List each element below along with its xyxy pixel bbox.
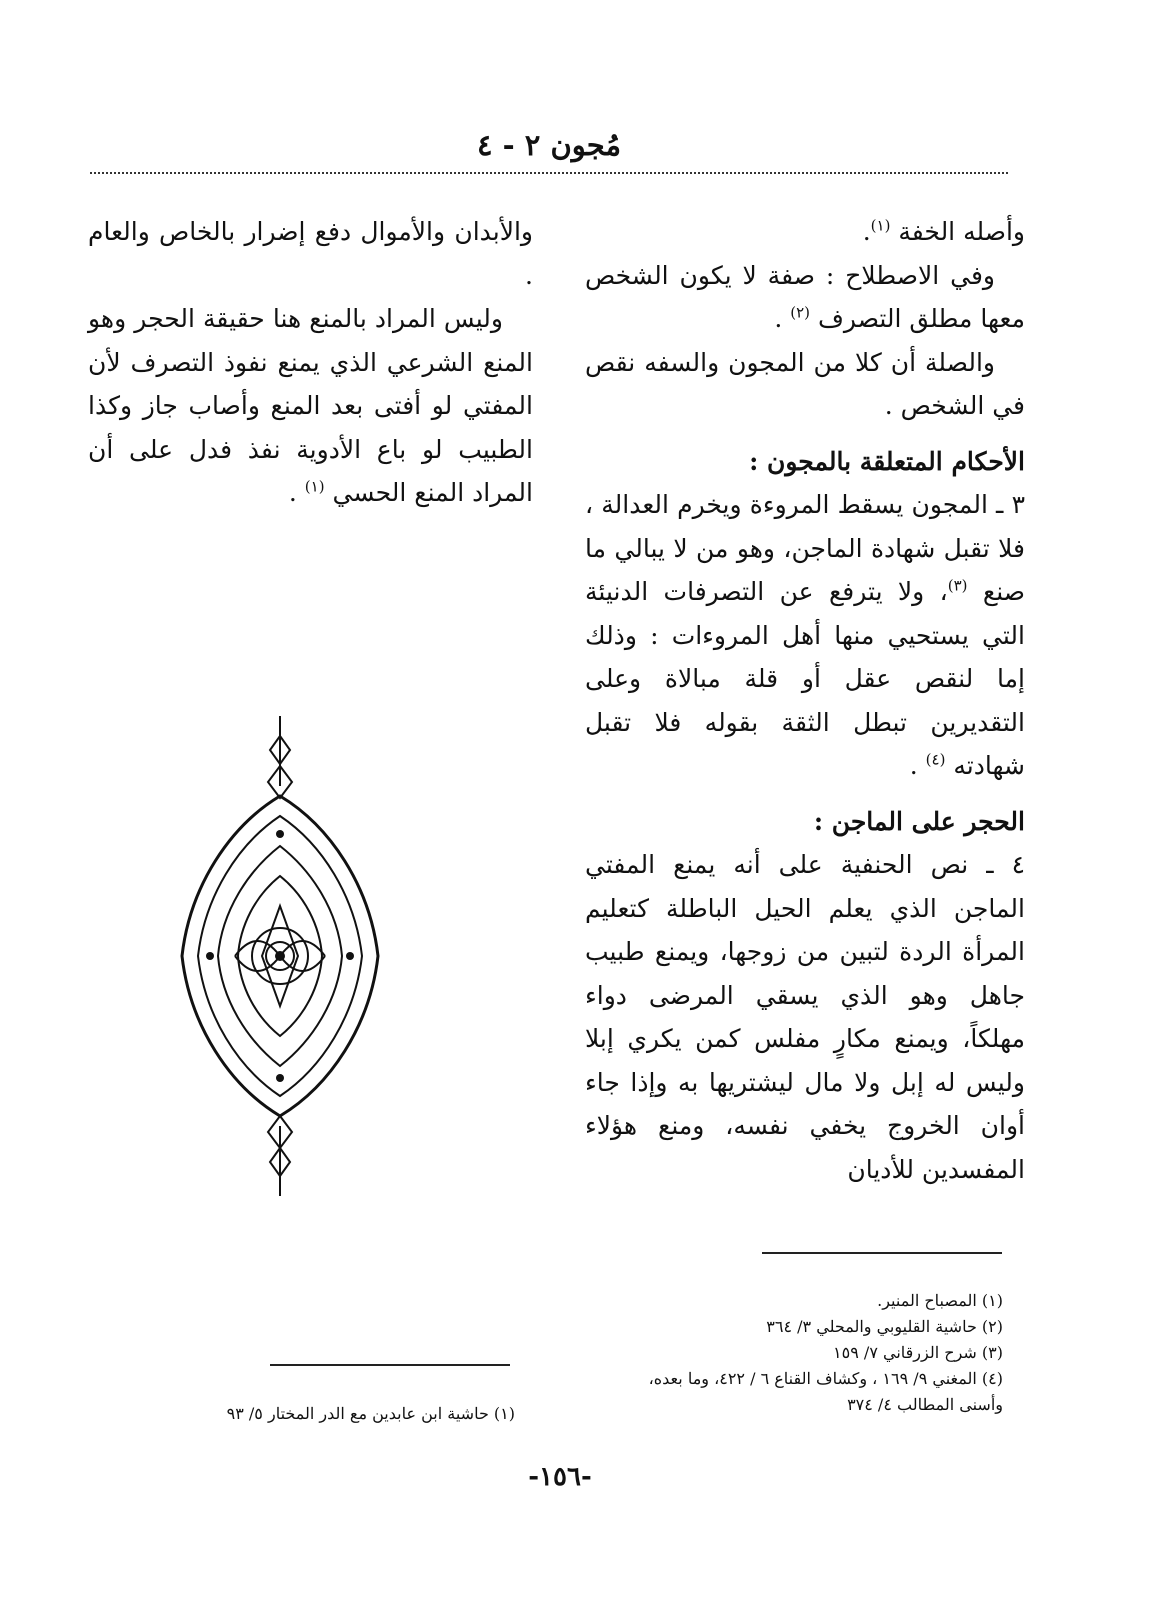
- footnote: (٣) شرح الزرقاني ٧/ ١٥٩: [833, 1343, 1003, 1362]
- footnote: (١) المصباح المنير.: [877, 1291, 1003, 1310]
- footnote-ref[interactable]: (٤): [925, 750, 946, 769]
- paragraph-text: ، ولا يترفع عن التصرفات الدنيئة التي يستحيي منها أهل المروءات : وذلك إما لنقص عقل أو قلة مبالاة وعلى التقديرين تبطل الثقة بقوله فلا تقبل شهادته: [585, 577, 1025, 780]
- footnote: (٢) حاشية القليوبي والمحلي ٣/ ٣٦٤: [766, 1317, 1003, 1336]
- paragraph: والصلة أن كلا من المجون والسفه نقص في الشخص .: [585, 347, 1025, 420]
- footnote-ref[interactable]: (١): [304, 477, 325, 496]
- paragraph: والأبدان والأموال دفع إضرار بالخاص والعام .: [88, 217, 533, 290]
- paragraph-text: وأصله الخفة: [898, 217, 1025, 246]
- footnote-continuation: وأسنى المطالب ٤/ ٣٧٤: [847, 1395, 1003, 1414]
- page-title: مُجون ٢ - ٤: [476, 128, 622, 162]
- arabesque-ornament-icon: [180, 716, 380, 1196]
- paragraph-text: ٣ ـ المجون يسقط المروءة ويخرم العدالة ، فلا تقبل شهادة الماجن، وهو من لا يبالي ما صنع: [585, 490, 1025, 606]
- footnote-ref[interactable]: (٣): [947, 576, 968, 595]
- page-header: [90, 128, 1008, 162]
- right-column: [585, 210, 1025, 1191]
- section-heading: الأحكام المتعلقة بالمجون :: [749, 446, 1025, 476]
- paragraph: [585, 483, 1025, 788]
- paragraph: ٤ ـ نص الحنفية على أنه يمنع المفتي الماجن الذي يعلم الحيل الباطلة كتعليم المرأة الردة لتبين من زوجها، ويمنع طبيب جاهل وهو الذي يسقي المرضى دواء مهلكاً، ويمنع مكارٍ مفلس كمن يكري إبلا وليس له إبل ولا مال ليشتريها به وإذا جاء أوان الخروج يخفي نفسه، ومنع هؤلاء المفسدين للأديان: [585, 850, 1025, 1184]
- footnote-separator: [270, 1364, 510, 1366]
- footnote-ref[interactable]: (١): [870, 216, 891, 235]
- section-heading: الحجر على الماجن :: [813, 806, 1025, 836]
- footnote-separator: [762, 1252, 1002, 1254]
- footnote-ref[interactable]: (٢): [790, 303, 811, 322]
- paragraph-text: وفي الاصطلاح : صفة لا يكون الشخص معها مطلق التصرف: [585, 260, 1025, 333]
- paragraph: [585, 210, 1025, 254]
- punctuation: .: [862, 217, 871, 246]
- footnotes-left: [150, 1401, 515, 1427]
- footnote: (٤) المغني ٩/ ١٦٩ ، وكشاف القناع ٦ / ٤٢٢، وما بعده،: [648, 1369, 1003, 1388]
- paragraph-text: وليس المراد بالمنع هنا حقيقة الحجر وهو المنع الشرعي الذي يمنع نفوذ التصرف لأن المفتي لو أفتى بعد المنع وأصاب جاز وكذا الطبيب لو باع الأدوية نفذ فدل على أن المراد المنع الحسي: [88, 304, 533, 507]
- paragraph: [88, 297, 533, 515]
- footnote: (١) حاشية ابن عابدين مع الدر المختار ٥/ ٩٣: [226, 1404, 515, 1423]
- left-column: [88, 210, 533, 515]
- punctuation: .: [774, 304, 791, 333]
- paragraph: [585, 254, 1025, 341]
- punctuation: .: [909, 751, 926, 780]
- footnotes-right: [585, 1288, 1003, 1418]
- page-number: -١٥٦-: [528, 1462, 592, 1492]
- punctuation: .: [288, 478, 305, 507]
- header-dotted-rule: [90, 172, 1008, 174]
